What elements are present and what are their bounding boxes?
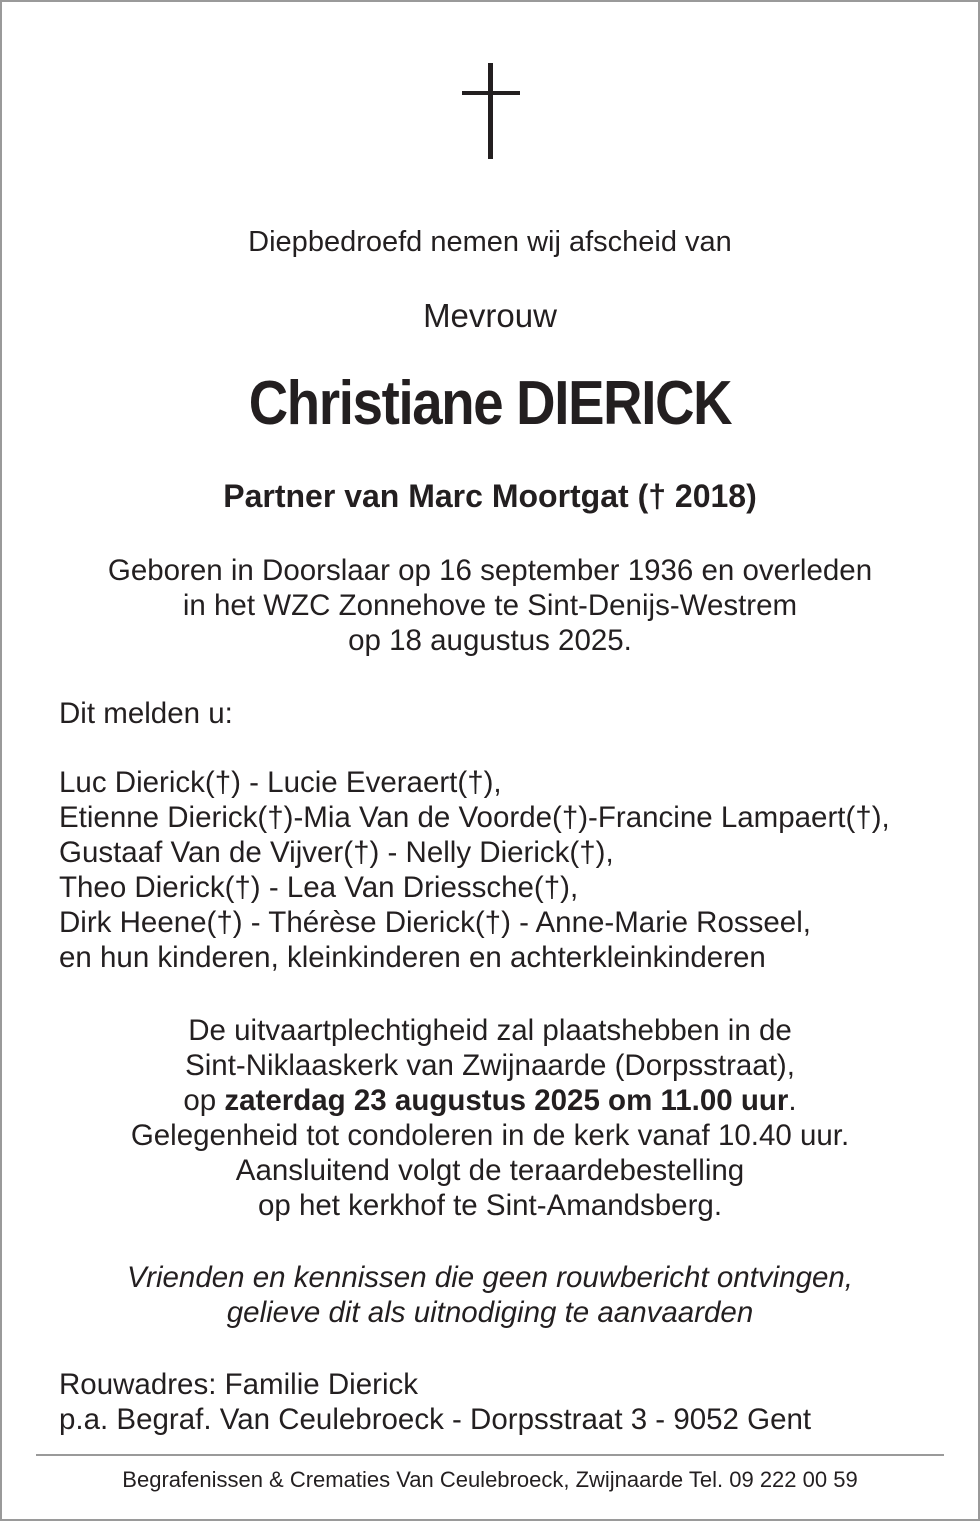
friends-line: Vrienden en kennissen die geen rouwbericht ontvingen, (127, 1261, 853, 1294)
friends-line: gelieve dit als uitnodiging te aanvaarden (226, 1296, 754, 1329)
announcement-intro: Dit melden u: (59, 697, 233, 730)
address-line: Rouwadres: Familie Dierick (59, 1368, 419, 1401)
mourning-address (59, 1367, 940, 1437)
family-line: en hun kinderen, kleinkinderen en achterkleinkinderen (59, 941, 766, 974)
cross-icon (462, 63, 520, 159)
funeral-home-footer: Begrafenissen & Crematies Van Ceulebroeck, Zwijnaarde Tel. 09 222 00 59 (122, 1467, 858, 1492)
deceased-name: Christiane DIERICK (248, 369, 732, 438)
ceremony-block (0, 1013, 980, 1223)
family-line: Dirk Heene(†) - Thérèse Dierick(†) - Anne-Marie Rosseel, (59, 906, 811, 939)
partner-line: Partner van Marc Moortgat († 2018) (223, 478, 757, 514)
intro-text: Diepbedroefd nemen wij afscheid van (248, 226, 732, 258)
birth-death-block (0, 553, 980, 658)
family-line: Luc Dierick(†) - Lucie Everaert(†), (59, 766, 502, 799)
address-line: p.a. Begraf. Van Ceulebroeck - Dorpsstraat 3 - 9052 Gent (59, 1403, 812, 1436)
ceremony-line: op het kerkhof te Sint-Amandsberg. (257, 1189, 723, 1222)
honorific: Mevrouw (423, 297, 557, 334)
ceremony-date-suffix: . (788, 1084, 797, 1117)
family-line: Theo Dierick(†) - Lea Van Driessche(†), (59, 871, 579, 904)
ceremony-date-prefix: op (183, 1084, 225, 1117)
ceremony-date: zaterdag 23 augustus 2025 om 11.00 uur (224, 1084, 789, 1117)
ceremony-line: Aansluitend volgt de teraardebestelling (235, 1154, 745, 1187)
ceremony-line: Sint-Niklaaskerk van Zwijnaarde (Dorpsstraat), (185, 1049, 795, 1082)
friends-notice (0, 1260, 980, 1330)
birth-line: op 18 augustus 2025. (348, 624, 632, 657)
birth-line: Geboren in Doorslaar op 16 september 1936 en overleden (107, 554, 873, 587)
footer-divider (36, 1454, 944, 1456)
family-list (59, 765, 940, 975)
birth-line: in het WZC Zonnehove te Sint-Denijs-Westrem (182, 589, 798, 622)
family-line: Etienne Dierick(†)-Mia Van de Voorde(†)-Francine Lampaert(†), (59, 801, 890, 834)
ceremony-date-line (0, 1083, 980, 1118)
ceremony-line: De uitvaartplechtigheid zal plaatshebben in de (188, 1014, 792, 1047)
family-line: Gustaaf Van de Vijver(†) - Nelly Dierick(†), (59, 836, 614, 869)
ceremony-line: Gelegenheid tot condoleren in de kerk vanaf 10.40 uur. (130, 1119, 850, 1152)
